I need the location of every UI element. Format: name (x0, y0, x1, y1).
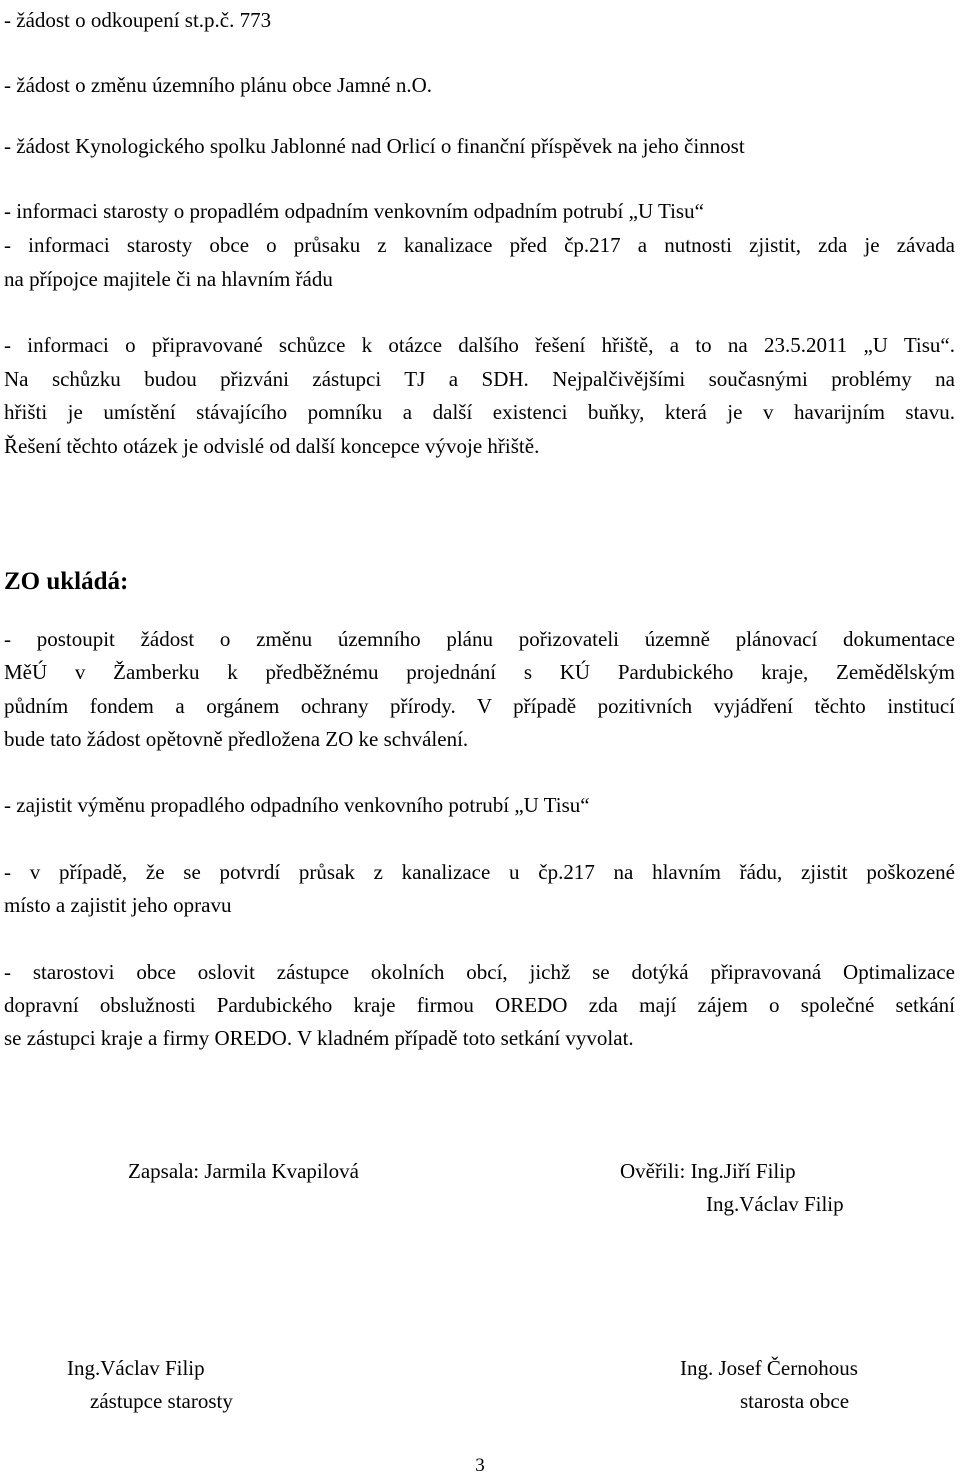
item-schuzka-hriste-cont-3: Řešení těchto otázek je odvislé od další koncepce vývoje hřiště. (4, 434, 540, 458)
task-vymena-potrubi: - zajistit výměnu propadlého odpadního venkovního potrubí „U Tisu“ (4, 793, 590, 817)
item-prusak-kanalizace-cont: na přípojce majitele či na hlavním řádu (4, 267, 333, 291)
task-postoupit-zadost: - postoupit žádost o změnu územního plánu pořizovateli územně plánovací dokumentace (4, 627, 955, 651)
page-number: 3 (475, 1455, 485, 1476)
item-schuzka-hriste: - informaci o připravované schůzce k otázce dalšího řešení hřiště, a to na 23.5.2011 „U Tisu“. (4, 333, 955, 357)
signature-overili-1: Ověřili: Ing.Jiří Filip (620, 1159, 796, 1183)
signature-left-role: zástupce starosty (90, 1389, 233, 1413)
task-postoupit-zadost-cont-3: bude tato žádost opětovně předložena ZO ke schválení. (4, 727, 469, 751)
signature-zapsala: Zapsala: Jarmila Kvapilová (128, 1159, 359, 1183)
item-schuzka-hriste-cont-2: hřišti je umístění stávajícího pomníku a další existenci buňky, která je v havarijním stavu. (4, 400, 955, 424)
item-zmena-uzemniho-planu: - žádost o změnu územního plánu obce Jamné n.O. (4, 73, 433, 97)
task-prusak: - v případě, že se potvrdí průsak z kanalizace u čp.217 na hlavním řádu, zjistit poškozené (4, 860, 955, 884)
item-odkoupeni: - žádost o odkoupení st.p.č. 773 (4, 8, 272, 32)
task-postoupit-zadost-cont-2: půdním fondem a orgánem ochrany přírody. V případě pozitivních vyjádření těchto institucí (4, 694, 955, 718)
task-oredo-cont-2: se zástupci kraje a firmy OREDO. V kladném případě toto setkání vyvolat. (4, 1026, 634, 1050)
item-schuzka-hriste-cont-1: Na schůzku budou přizváni zástupci TJ a SDH. Nejpalčivějšími současnými problémy na (4, 367, 955, 391)
section-heading-uklada: ZO ukládá: (4, 568, 129, 595)
task-postoupit-zadost-cont-1: MěÚ v Žamberku k předběžnému projednání s KÚ Pardubického kraje, Zemědělským (4, 660, 955, 684)
signature-left-name: Ing.Václav Filip (67, 1356, 205, 1380)
task-oredo-cont-1: dopravní obslužnosti Pardubického kraje firmou OREDO zda mají zájem o společné setkání (4, 993, 955, 1017)
item-kynologicky-spolek: - žádost Kynologického spolku Jablonné nad Orlicí o finanční příspěvek na jeho činnost (4, 134, 745, 158)
signature-right-role: starosta obce (740, 1389, 850, 1413)
task-prusak-cont: místo a zajistit jeho opravu (4, 893, 232, 917)
signature-overili-2: Ing.Václav Filip (706, 1192, 844, 1216)
signature-right-name: Ing. Josef Černohous (680, 1356, 858, 1380)
item-prusak-kanalizace: - informaci starosty obce o průsaku z kanalizace před čp.217 a nutnosti zjistit, zda je závada (4, 233, 955, 257)
item-propadle-potrubi: - informaci starosty o propadlém odpadním venkovním odpadním potrubí „U Tisu“ (4, 199, 704, 223)
task-oredo: - starostovi obce oslovit zástupce okolních obcí, jichž se dotýká připravovaná Optimalizace (4, 960, 955, 984)
